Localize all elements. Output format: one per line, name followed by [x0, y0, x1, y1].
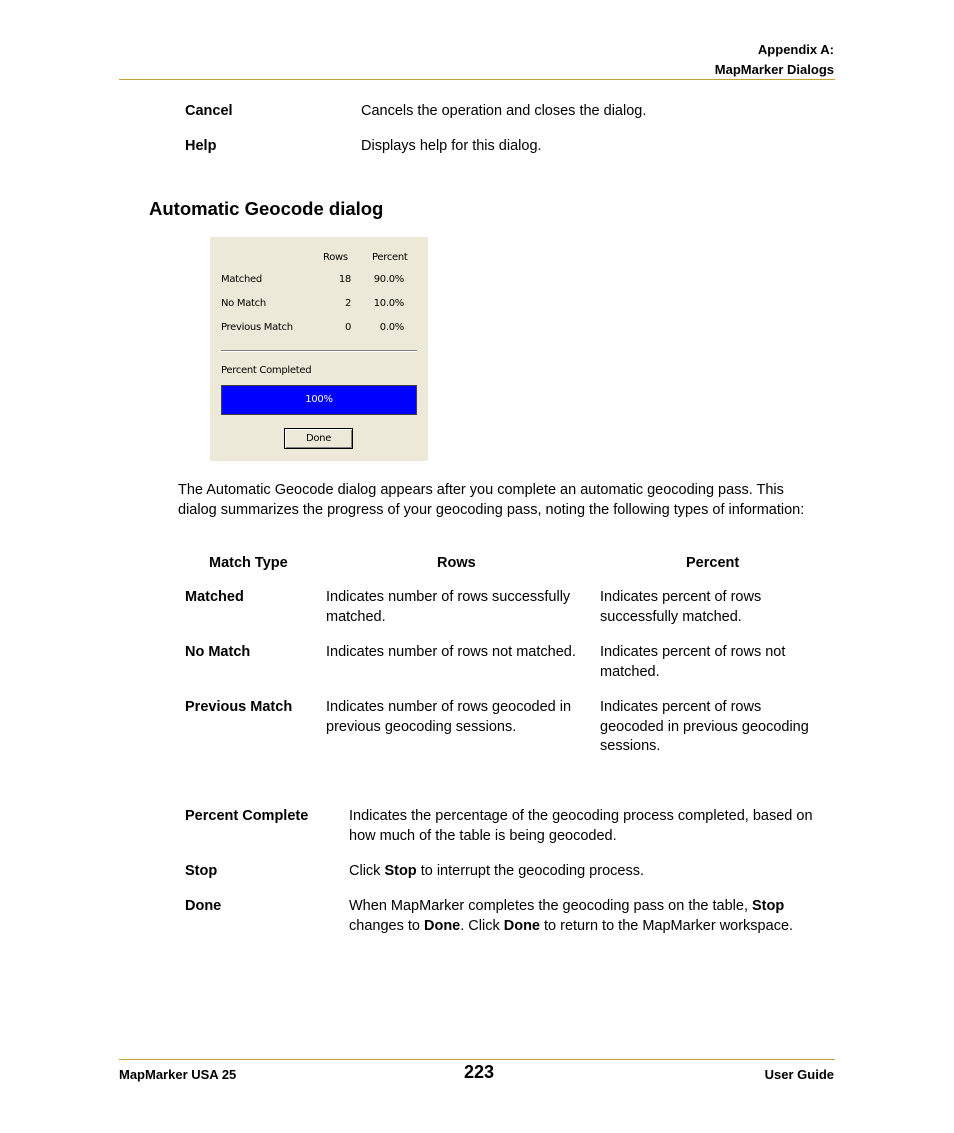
footer-product: MapMarker USA 25: [119, 1067, 237, 1082]
desc-line: [349, 917, 793, 937]
term-help-desc: Displays help for this dialog.: [361, 138, 542, 154]
table-cell-percent: [600, 643, 785, 682]
cell-line: Indicates percent of rows not: [600, 644, 786, 660]
desc-bold: Done: [503, 917, 540, 934]
cell-line: sessions.: [600, 738, 661, 754]
header-chapter: MapMarker Dialogs: [714, 62, 834, 77]
table-cell-type: Matched: [185, 589, 244, 605]
page-number: 223: [464, 1062, 495, 1082]
table-header-rows: Rows: [437, 555, 476, 571]
dialog-row-percent: 10.0%: [373, 298, 404, 309]
progress-bar: [221, 385, 417, 415]
intro-line: dialog summarizes the progress of your geocoding pass, noting the following types of information:: [178, 501, 805, 518]
cell-line: matched.: [600, 663, 660, 680]
term-help: Help: [185, 138, 217, 154]
dialog-row-label: No Match: [221, 298, 266, 309]
term-percent-complete-desc: [349, 807, 813, 846]
desc-text: When MapMarker completes the geocoding pass on the table,: [349, 898, 753, 914]
dialog-row-label: Previous Match: [221, 322, 293, 333]
section-title: Automatic Geocode dialog: [149, 198, 384, 219]
dialog-col-rows: Rows: [323, 252, 348, 263]
desc-bold: Done: [423, 917, 461, 934]
term-stop: Stop: [185, 863, 218, 879]
cell-line: geocoded in previous geocoding: [600, 718, 809, 735]
desc-text: Click: [349, 863, 385, 879]
cell-line: Indicates percent of rows: [600, 589, 762, 605]
header-rule: [119, 79, 835, 80]
table-header-percent: Percent: [686, 555, 740, 571]
term-cancel-desc: Cancels the operation and closes the dialog.: [361, 103, 647, 119]
dialog-row-rows: 2: [344, 298, 351, 309]
percent-completed-label: Percent Completed: [221, 365, 312, 376]
term-done-desc: [349, 897, 793, 936]
term-done: Done: [185, 898, 222, 914]
table-cell-type: Previous Match: [185, 699, 293, 715]
dialog-row-percent: 0.0%: [379, 322, 404, 333]
desc-text: . Click: [460, 917, 504, 934]
dialog-col-percent: Percent: [372, 252, 408, 263]
header-appendix: Appendix A:: [757, 42, 834, 57]
table-cell-rows: [326, 588, 570, 627]
desc-line: Indicates the percentage of the geocoding process completed, based on: [349, 808, 813, 824]
desc-text: to interrupt the geocoding process.: [416, 863, 644, 879]
table-cell-percent: [600, 698, 809, 757]
term-stop-desc: [349, 862, 644, 882]
cell-line: Indicates percent of rows: [600, 699, 762, 715]
cell-line: successfully matched.: [600, 608, 742, 625]
desc-line: how much of the table is being geocoded.: [349, 827, 617, 844]
running-header: [715, 40, 834, 80]
cell-line: Indicates number of rows geocoded in: [326, 699, 572, 715]
dialog-row-rows: 0: [344, 322, 351, 333]
progress-text: 100%: [305, 394, 333, 405]
intro-paragraph: [178, 481, 804, 520]
intro-line: The Automatic Geocode dialog appears after you complete an automatic geocoding pass. This: [178, 482, 784, 498]
dialog-row-percent: 90.0%: [373, 274, 404, 285]
automatic-geocode-dialog: [210, 237, 428, 461]
table-header-match-type: Match Type: [209, 555, 288, 571]
cell-line: previous geocoding sessions.: [326, 718, 517, 735]
dialog-row-label: Matched: [221, 274, 262, 285]
cell-line: Indicates number of rows successfully: [326, 589, 571, 605]
table-cell-type: No Match: [185, 644, 251, 660]
desc-bold: Stop: [752, 898, 785, 914]
dialog-separator: [221, 350, 417, 352]
cell-line: Indicates number of rows not matched.: [326, 644, 576, 660]
term-percent-complete: Percent Complete: [185, 808, 309, 824]
desc-line: [349, 897, 793, 917]
table-cell-rows: [326, 698, 571, 737]
done-button[interactable]: Done: [284, 428, 353, 449]
cell-line: matched.: [326, 608, 386, 625]
desc-text: changes to: [349, 917, 424, 934]
desc-bold: Stop: [384, 863, 417, 879]
dialog-row-rows: 18: [338, 274, 351, 285]
footer-guide: User Guide: [764, 1067, 834, 1082]
footer-rule: [119, 1059, 835, 1060]
table-cell-percent: [600, 588, 761, 627]
table-cell-rows: [326, 643, 576, 663]
term-cancel: Cancel: [185, 103, 233, 119]
desc-text: to return to the MapMarker workspace.: [539, 917, 794, 934]
